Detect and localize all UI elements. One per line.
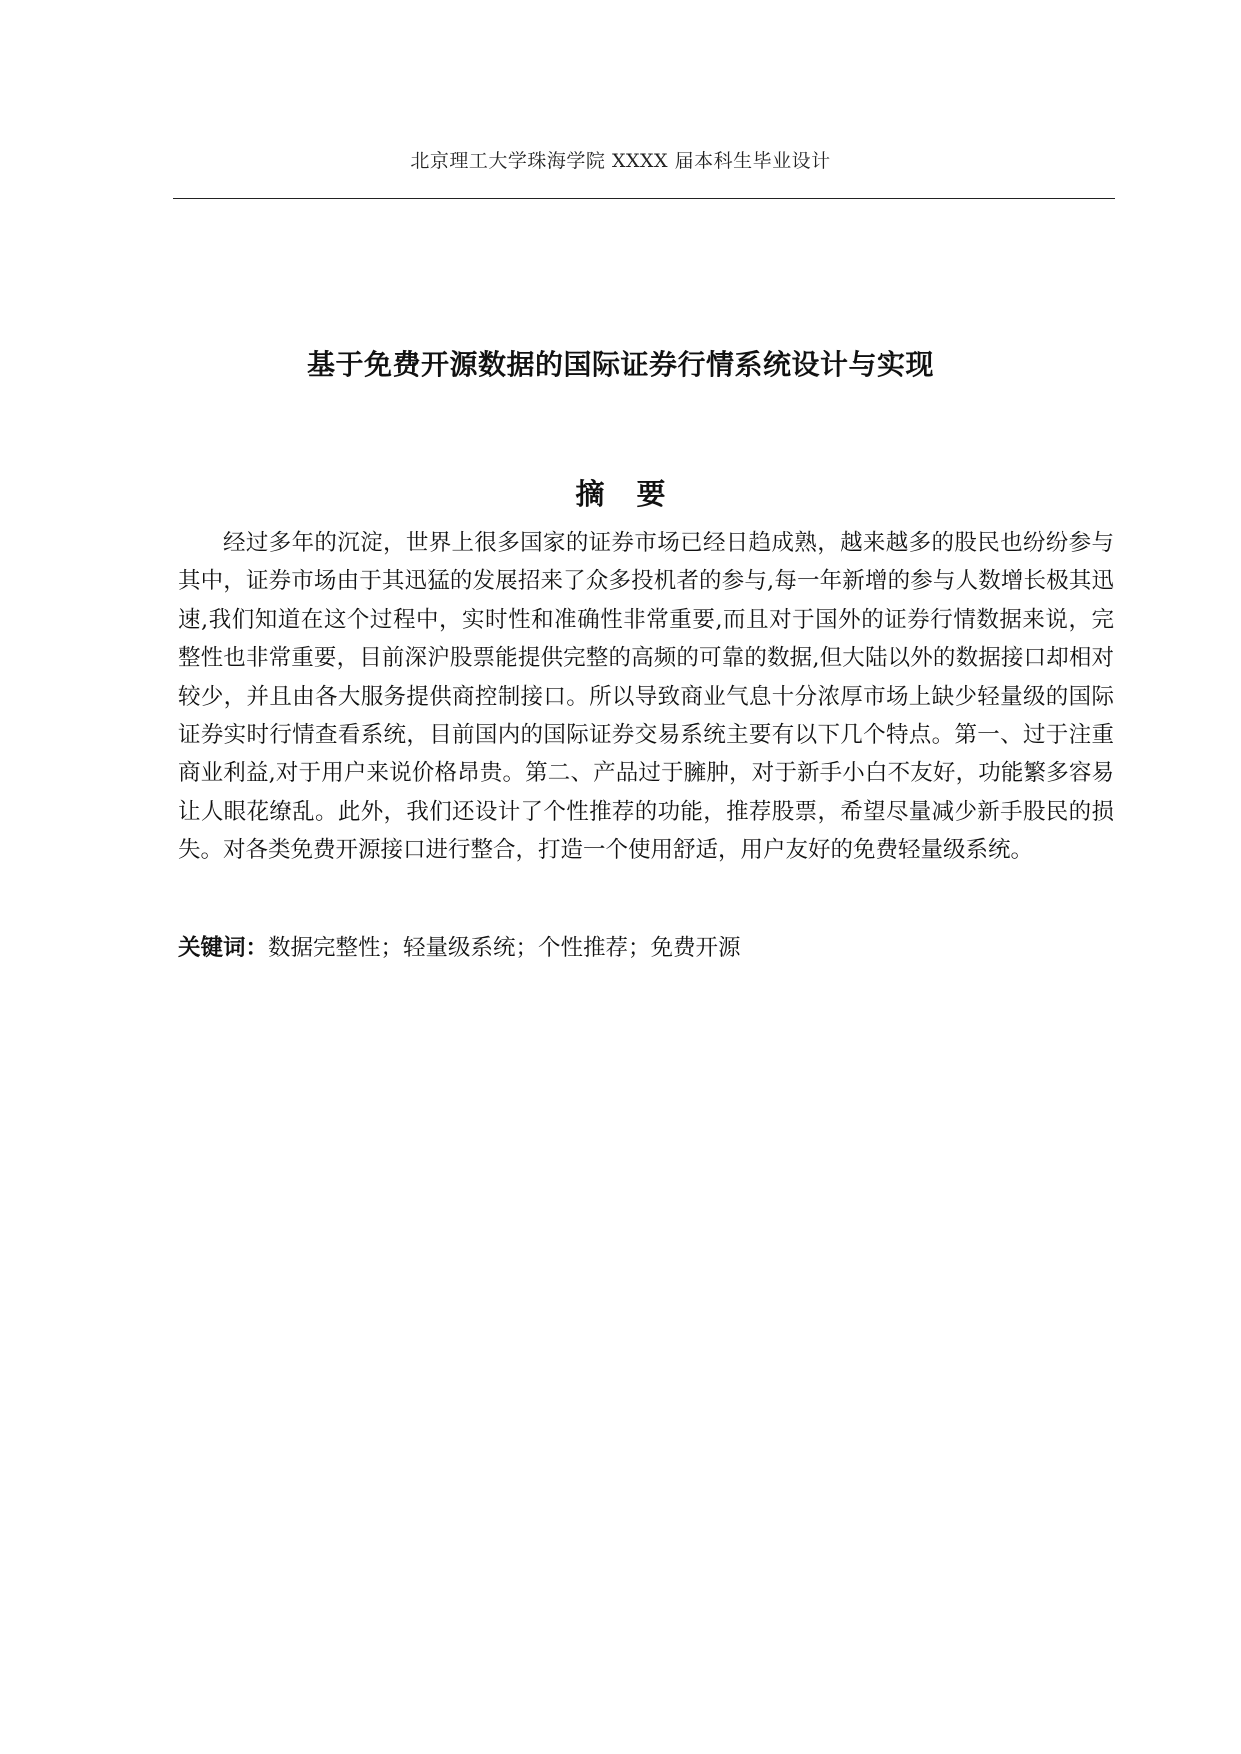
keywords-label: 关键词： <box>178 935 269 961</box>
header-divider <box>173 198 1115 199</box>
keywords-text: 数据完整性；轻量级系统；个性推荐；免费开源 <box>268 935 741 961</box>
running-header: 北京理工大学珠海学院 XXXX 届本科生毕业设计 <box>410 150 831 172</box>
abstract-heading: 摘要 <box>575 477 698 511</box>
abstract-body: 经过多年的沉淀，世界上很多国家的证券市场已经日趋成熟，越来越多的股民也纷纷参与其中，证券市场由于其迅猛的发展招来了众多投机者的参与,每一年新增的参与人数增长极其迅速,我们知道在这个过程中，实时性和准确性非常重要,而且对于国外的证券行情数据来说，完整性也非常重要，目前深沪股票能提供完整的高频的可靠的数据,但大陆以外的数据接口却相对较少，并且由各大服务提供商控制接口。所以导致商业气息十分浓厚市场上缺少轻量级的国际证券实时行情查看系统，目前国内的国际证券交易系统主要有以下几个特点。第一、过于注重商业利益,对于用户来说价格昂贵。第二、产品过于臃肿，对于新手小白不友好，功能繁多容易让人眼花缭乱。此外，我们还设计了个性推荐的功能，推荐股票，希望尽量减少新手股民的损失。对各类免费开源接口进行整合，打造一个使用舒适，用户友好的免费轻量级系统。 <box>178 530 1114 864</box>
thesis-title: 基于免费开源数据的国际证券行情系统设计与实现 <box>306 348 934 381</box>
keywords-line <box>178 929 1114 967</box>
